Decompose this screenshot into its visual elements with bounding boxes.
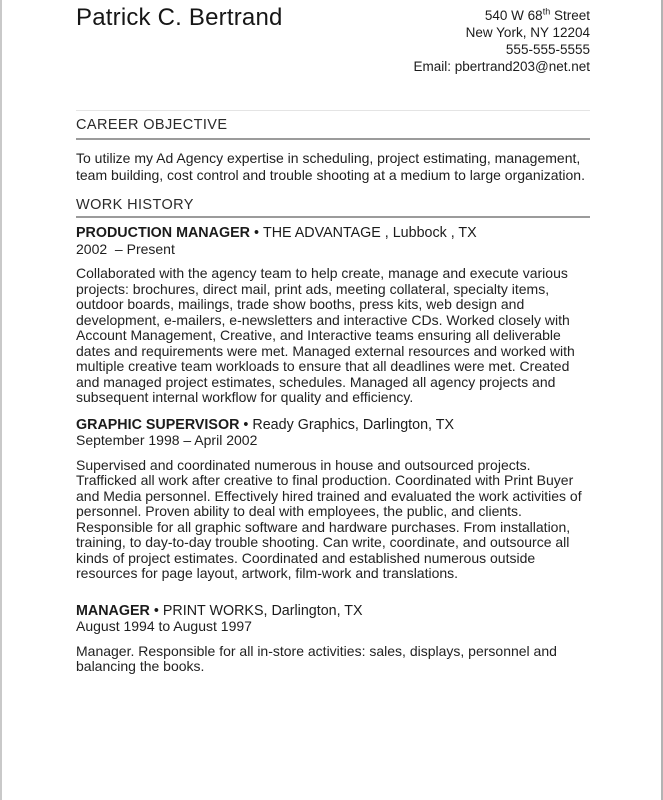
bullet-separator: • (253, 225, 259, 241)
job-title: PRODUCTION MANAGER (76, 225, 250, 241)
divider-below-work-history (76, 216, 590, 218)
job-company: THE ADVANTAGE , Lubbock , TX (262, 225, 477, 241)
contact-email: Email: pbertrand203@net.net (413, 59, 590, 74)
job-dates: August 1994 to August 1997 (76, 618, 252, 634)
contact-phone: 555-555-5555 (505, 42, 590, 57)
ordinal-suffix: th (542, 6, 551, 17)
candidate-name: Patrick C. Bertrand (76, 4, 283, 31)
bullet-separator: • (153, 602, 159, 619)
job-company: Ready Graphics, Darlington, TX (252, 416, 454, 433)
job-title: GRAPHIC SUPERVISOR (76, 416, 240, 433)
divider-below-career-objective (76, 138, 590, 140)
resume-header (76, 3, 590, 75)
job-description: Collaborated with the agency team to help create, manage and execute various projects: brochures, direct mail, print ads, meeting collateral, specialty items, outdoor boards, mailings, trade show booths, press kits, web design and development, e-mailers, e-newsletters and interactive CDs. Worked closely with Account Management, Creative, and Interactive teams ensuring all deliverable dates and requirements were met. Managed external resources and worked with multiple creative team workloads to ensure that all deadlines were met. Created and managed project estimates, schedules. Managed all agency projects and subsequent internal workflow for quality and efficiency. (76, 265, 575, 405)
job-description: Supervised and coordinated numerous in house and outsourced projects. Trafficked all work after creative to final production. Coordinated with Print Buyer and Media personnel. Effectively hired trained and evaluated the work activities of personnel. Proven ability to deal with employees, the public, and clients. Responsible for all graphic software and hardware purchases. From installation, training, to day-to-day trouble shooting. Can write, coordinate, and outsource all kinds of project estimates. Coordinated and established numerous outside resources for page layout, artwork, film-work and translations. (76, 456, 582, 581)
divider-above-career-objective (76, 110, 590, 111)
resume-content (2, 0, 590, 675)
job-title: MANAGER (76, 602, 150, 619)
section-heading-work-history: WORK HISTORY (76, 197, 194, 213)
contact-block (413, 3, 590, 75)
job-title-line (76, 604, 590, 620)
job-dates: September 1998 – April 2002 (76, 432, 258, 448)
job-dates: 2002 – Present (76, 240, 175, 257)
bullet-separator: • (243, 416, 249, 433)
job-company: PRINT WORKS, Darlington, TX (162, 602, 363, 619)
job-entry-production-manager (76, 226, 590, 406)
career-objective-text: To utilize my Ad Agency expertise in scheduling, project estimating, management, team building, cost control and trouble shooting at a medium to large organization. (76, 150, 585, 183)
job-entry-graphic-supervisor (76, 418, 590, 582)
contact-address-line2: New York, NY 12204 (465, 25, 590, 40)
job-title-line (76, 226, 590, 242)
job-title-line (76, 418, 590, 434)
job-entry-manager (76, 604, 590, 675)
section-heading-career-objective: CAREER OBJECTIVE (76, 117, 228, 133)
contact-address-line1: 540 W 68th Street (484, 6, 590, 23)
job-description: Manager. Responsible for all in-store activities: sales, displays, personnel and balancing the books. (76, 642, 557, 674)
